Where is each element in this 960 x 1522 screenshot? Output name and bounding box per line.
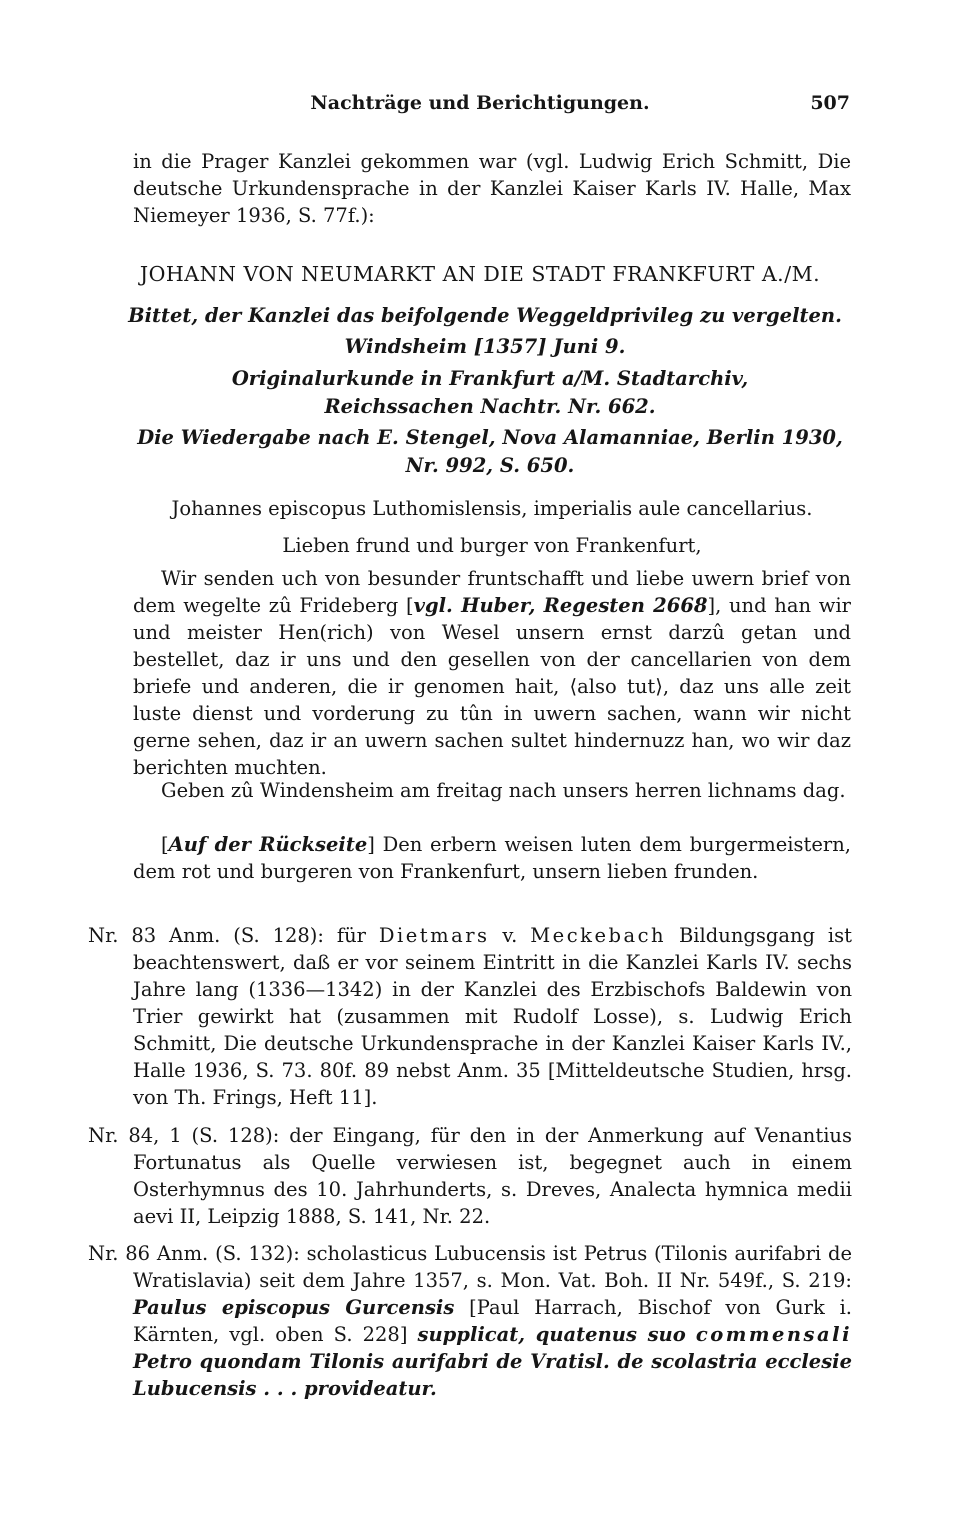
note-83-name-dietmars: Dietmars	[378, 924, 490, 947]
letter-body-reference: vgl. Huber, Regesten 2668	[413, 594, 708, 617]
note-83-part2: v.	[489, 924, 531, 947]
note-86-italic4: Petro quondam Tilonis aurifabri de Vratisl. de scolastria ecclesie Lubucensis . . . provideatur.	[133, 1350, 852, 1400]
letter-body	[133, 565, 851, 781]
note-83-name-meckebach: Meckebach	[530, 924, 667, 947]
running-head	[0, 92, 960, 116]
regest-summary: Bittet, der Kanzlei das beifolgende Weggeldprivileg zu vergelten.	[128, 304, 842, 327]
letter-datum: Geben zû Windensheim am freitag nach unsers herren lichnams dag.	[161, 779, 846, 802]
document-heading: JOHANN VON NEUMARKT AN DIE STADT FRANKFURT A./M.	[139, 262, 821, 286]
regest-date: Windsheim [1357] Juni 9.	[344, 335, 626, 358]
regest-edition: Die Wiedergabe nach E. Stengel, Nova Alamanniae, Berlin 1930, Nr. 992, S. 650.	[137, 426, 843, 477]
letter-body-part2: ], und han wir und meister Hen(rich) von Wesel unsern ernst darzû getan und bestellet, daz ir uns und den gesellen von der cancellarien von dem briefe und anderen, die ir genomen hait, ⟨also tut⟩, daz uns alle zeit luste dienst und vorderung zu tûn in uwern sachen, wann wir nicht gerne sehen, daz ir an uwern sachen sultet hindernuzz han, wo wir daz berichten muchten.	[133, 594, 852, 779]
regest-source: Originalurkunde in Frankfurt a/M. Stadtarchiv, Reichssachen Nachtr. Nr. 662.	[231, 367, 749, 418]
note-86-part3	[686, 1323, 696, 1346]
note-nr-83	[88, 922, 852, 1111]
running-head-title: Nachträge und Berichtigungen.	[310, 92, 650, 114]
note-nr-84: Nr. 84, 1 (S. 128): der Eingang, für den in der Anmerkung auf Venantius Fortunatus als Quelle verwiesen ist, begegnet auch in einem Osterhymnus des 10. Jahrhunderts, s. Dreves, Analecta hymnica medii aevi II, Leipzig 1888, S. 141, Nr. 22.	[88, 1124, 852, 1228]
note-86-italic3: commensali	[695, 1323, 852, 1346]
letter-body-part1: Wir senden uch von besunder fruntschafft und liebe uwern brief von dem wegelte zû Frideberg [	[133, 567, 851, 617]
note-86-part2: [Paul Harrach, Bischof von Gurk i. Kärnten, vgl. oben S. 228]	[133, 1296, 853, 1346]
letter-intitulatio: Johannes episcopus Luthomislensis, imperialis aule cancellarius.	[171, 497, 813, 520]
letter-verso: [Auf der Rückseite] Den erbern weisen luten dem burgermeistern, dem rot und burgeren von Frankenfurt, unsern lieben frunden.	[133, 833, 851, 883]
note-nr-86	[88, 1240, 852, 1402]
note-86-italic2: supplicat, quatenus suo	[417, 1323, 686, 1346]
page-number: 507	[810, 92, 850, 114]
note-86-part1: Nr. 86 Anm. (S. 132): scholasticus Lubucensis ist Petrus (Tilonis aurifabri de Wratislavia) seit dem Jahre 1357, s. Mon. Vat. Boh. II Nr. 549f., S. 219:	[88, 1242, 852, 1292]
note-83-part3: Bildungsgang ist beachtenswert, daß er vor seinem Eintritt in die Kanzlei Karls IV. sechs Jahre lang (1336—1342) in der Kanzlei des Erzbischofs Baldewin von Trier gewirkt hat (zusammen mit Rudolf Losse), s. Ludwig Erich Schmitt, Die deutsche Urkundensprache in der Kanzlei Kaiser Karls IV., Halle 1936, S. 73. 80f. 89 nebst Anm. 35 [Mitteldeutsche Studien, hrsg. von Th. Frings, Heft 11].	[133, 924, 852, 1109]
note-86-italic1: Paulus episcopus Gurcensis	[133, 1296, 455, 1319]
verso-label: Auf der Rückseite	[168, 833, 368, 856]
letter-salutation: Lieben frund und burger von Frankenfurt,	[282, 534, 702, 557]
intro-paragraph: in die Prager Kanzlei gekommen war (vgl. Ludwig Erich Schmitt, Die deutsche Urkundensprache in der Kanzlei Kaiser Karls IV. Halle, Max Niemeyer 1936, S. 77f.):	[133, 150, 851, 227]
verso-text: ] Den erbern weisen luten dem burgermeistern, dem rot und burgeren von Frankenfurt, unsern lieben frunden.	[133, 833, 851, 883]
note-83-part1: Nr. 83 Anm. (S. 128): für	[88, 924, 379, 947]
